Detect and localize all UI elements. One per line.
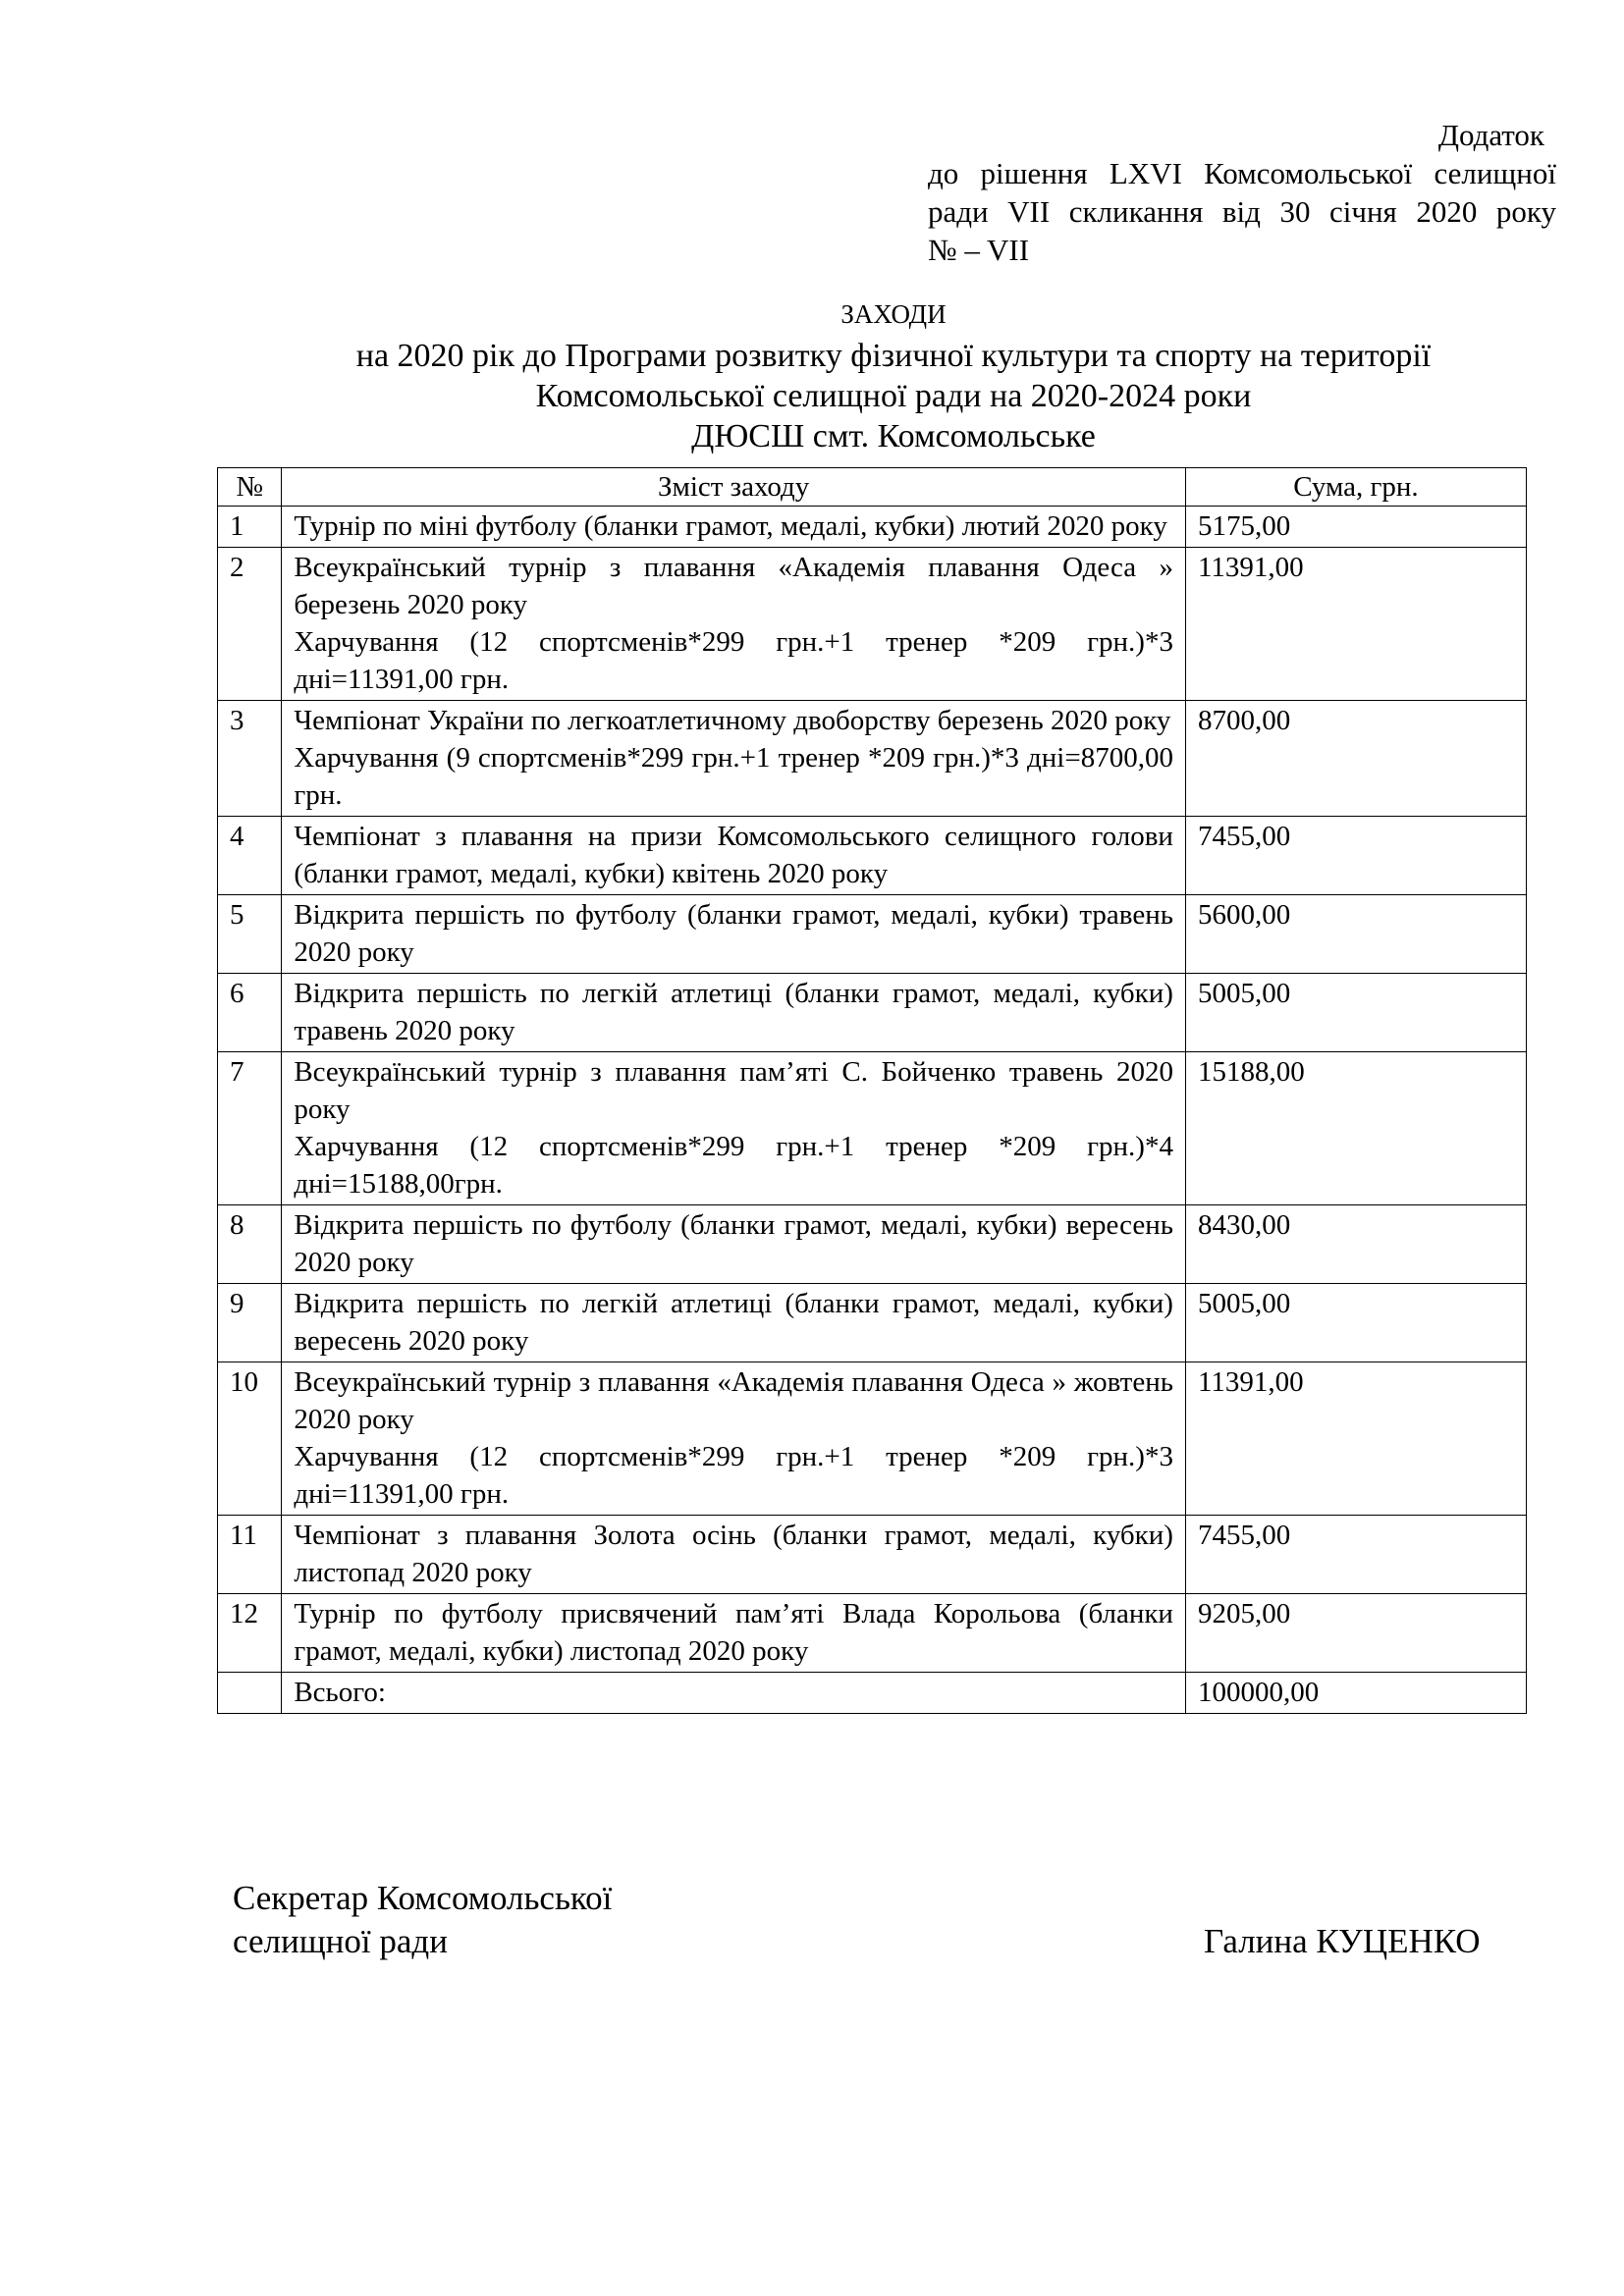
row-content-line: Відкрита першість по легкій атлетиці (бланки грамот, медалі, кубки) вересень 2020 року <box>294 1288 1173 1357</box>
row-content <box>282 507 1186 548</box>
row-content-line: Відкрита першість по футболу (бланки грамот, медалі, кубки) вересень 2020 року <box>294 1209 1173 1278</box>
row-content-line: Чемпіонат України по легкоатлетичному двоборству березень 2020 року <box>294 705 1171 736</box>
total-label: Всього: <box>282 1673 1186 1714</box>
signature-position-line-1: Секретар Комсомольської <box>233 1879 613 1917</box>
events-table <box>217 467 1527 1714</box>
subtitle-line-3: ДЮСШ смт. Комсомольське <box>691 418 1096 454</box>
row-content-line: Відкрита першість по легкій атлетиці (бланки грамот, медалі, кубки) травень 2020 року <box>294 978 1173 1046</box>
row-number: 5 <box>218 895 282 974</box>
row-number: 4 <box>218 817 282 895</box>
row-number: 7 <box>218 1052 282 1205</box>
row-number: 12 <box>218 1594 282 1673</box>
header-number: № <box>218 468 282 507</box>
row-content <box>282 817 1186 895</box>
row-content <box>282 1516 1186 1594</box>
row-content-line: Турнір по міні футболу (бланки грамот, медалі, кубки) лютий 2020 року <box>294 510 1167 542</box>
row-content-line: Чемпіонат з плавання на призи Комсомольського селищного голови (бланки грамот, медалі, кубки) квітень 2020 року <box>294 821 1173 889</box>
row-content-line: Турнір по футболу присвячений пам’яті Влада Корольова (бланки грамот, медалі, кубки) листопад 2020 року <box>294 1598 1173 1667</box>
table-row <box>218 1516 1527 1594</box>
row-content-line: Всеукраїнський турнір з плавання «Академія плавання Одеса » жовтень 2020 року <box>294 1366 1173 1435</box>
document-title: ЗАХОДИ <box>840 299 947 329</box>
table-row <box>218 1362 1527 1516</box>
row-content-line: Відкрита першість по футболу (бланки грамот, медалі, кубки) травень 2020 року <box>294 899 1173 968</box>
table-row <box>218 507 1527 548</box>
total-row <box>218 1673 1527 1714</box>
row-sum: 5175,00 <box>1185 507 1526 548</box>
row-sum: 8430,00 <box>1185 1205 1526 1284</box>
table-row <box>218 974 1527 1052</box>
subtitle-line-1: на 2020 рік до Програми розвитку фізичної культури та спорту на території <box>355 338 1432 374</box>
row-content <box>282 895 1186 974</box>
appendix-line-2: ради VII скликання від 30 січня 2020 року <box>928 194 1556 229</box>
row-sum: 5005,00 <box>1185 1284 1526 1362</box>
row-sum: 11391,00 <box>1185 1362 1526 1516</box>
row-number: 9 <box>218 1284 282 1362</box>
row-content-line: Чемпіонат з плавання Золота осінь (бланки грамот, медалі, кубки) листопад 2020 року <box>294 1520 1173 1588</box>
row-number: 2 <box>218 548 282 701</box>
row-content-line: Харчування (12 спортсменів*299 грн.+1 тренер *209 грн.)*3 дні=11391,00 грн. <box>294 626 1173 695</box>
row-sum: 7455,00 <box>1185 1516 1526 1594</box>
table-row <box>218 701 1527 817</box>
row-content <box>282 1284 1186 1362</box>
row-content <box>282 1052 1186 1205</box>
row-number: 6 <box>218 974 282 1052</box>
row-content-line: Харчування (12 спортсменів*299 грн.+1 тренер *209 грн.)*4 дні=15188,00грн. <box>294 1131 1173 1200</box>
signature-position-line-2: селищної ради <box>233 1922 448 1960</box>
row-sum: 15188,00 <box>1185 1052 1526 1205</box>
appendix-line-1: до рішення LXVI Комсомольської селищної <box>928 156 1556 190</box>
row-content-line: Всеукраїнський турнір з плавання пам’яті С. Бойченко травень 2020 року <box>294 1056 1173 1125</box>
appendix-title: Додаток <box>1437 118 1544 152</box>
row-number: 3 <box>218 701 282 817</box>
table-row <box>218 895 1527 974</box>
table-row <box>218 548 1527 701</box>
row-sum: 5600,00 <box>1185 895 1526 974</box>
total-sum: 100000,00 <box>1185 1673 1526 1714</box>
table-header-row <box>218 468 1527 507</box>
row-content <box>282 701 1186 817</box>
row-sum: 11391,00 <box>1185 548 1526 701</box>
row-number: 1 <box>218 507 282 548</box>
row-number: 11 <box>218 1516 282 1594</box>
header-content: Зміст заходу <box>282 468 1186 507</box>
row-number: 10 <box>218 1362 282 1516</box>
table-row <box>218 1594 1527 1673</box>
table-row <box>218 1052 1527 1205</box>
signature-position <box>233 1877 612 1963</box>
row-content-line: Всеукраїнський турнір з плавання «Академія плавання Одеса » березень 2020 року <box>294 552 1173 620</box>
table-row <box>218 1284 1527 1362</box>
table-row <box>218 817 1527 895</box>
row-content <box>282 974 1186 1052</box>
total-number-cell <box>218 1673 282 1714</box>
row-number: 8 <box>218 1205 282 1284</box>
row-content <box>282 1362 1186 1516</box>
appendix-block <box>928 116 1556 269</box>
row-sum: 9205,00 <box>1185 1594 1526 1673</box>
signature-name: Галина КУЦЕНКО <box>1204 1922 1481 1960</box>
row-content <box>282 1205 1186 1284</box>
row-content <box>282 548 1186 701</box>
row-sum: 8700,00 <box>1185 701 1526 817</box>
row-sum: 7455,00 <box>1185 817 1526 895</box>
row-sum: 5005,00 <box>1185 974 1526 1052</box>
row-content-line: Харчування (12 спортсменів*299 грн.+1 тренер *209 грн.)*3 дні=11391,00 грн. <box>294 1441 1173 1510</box>
header-sum: Сума, грн. <box>1185 468 1526 507</box>
subtitle-line-2: Комсомольської селищної ради на 2020-2024 роки <box>535 378 1252 414</box>
document-subtitle <box>0 336 1624 456</box>
row-content-line: Харчування (9 спортсменів*299 грн.+1 тренер *209 грн.)*3 дні=8700,00 грн. <box>294 742 1173 811</box>
appendix-line-3: № – VII <box>928 233 1030 267</box>
row-content <box>282 1594 1186 1673</box>
table-body <box>218 507 1527 1673</box>
table-row <box>218 1205 1527 1284</box>
